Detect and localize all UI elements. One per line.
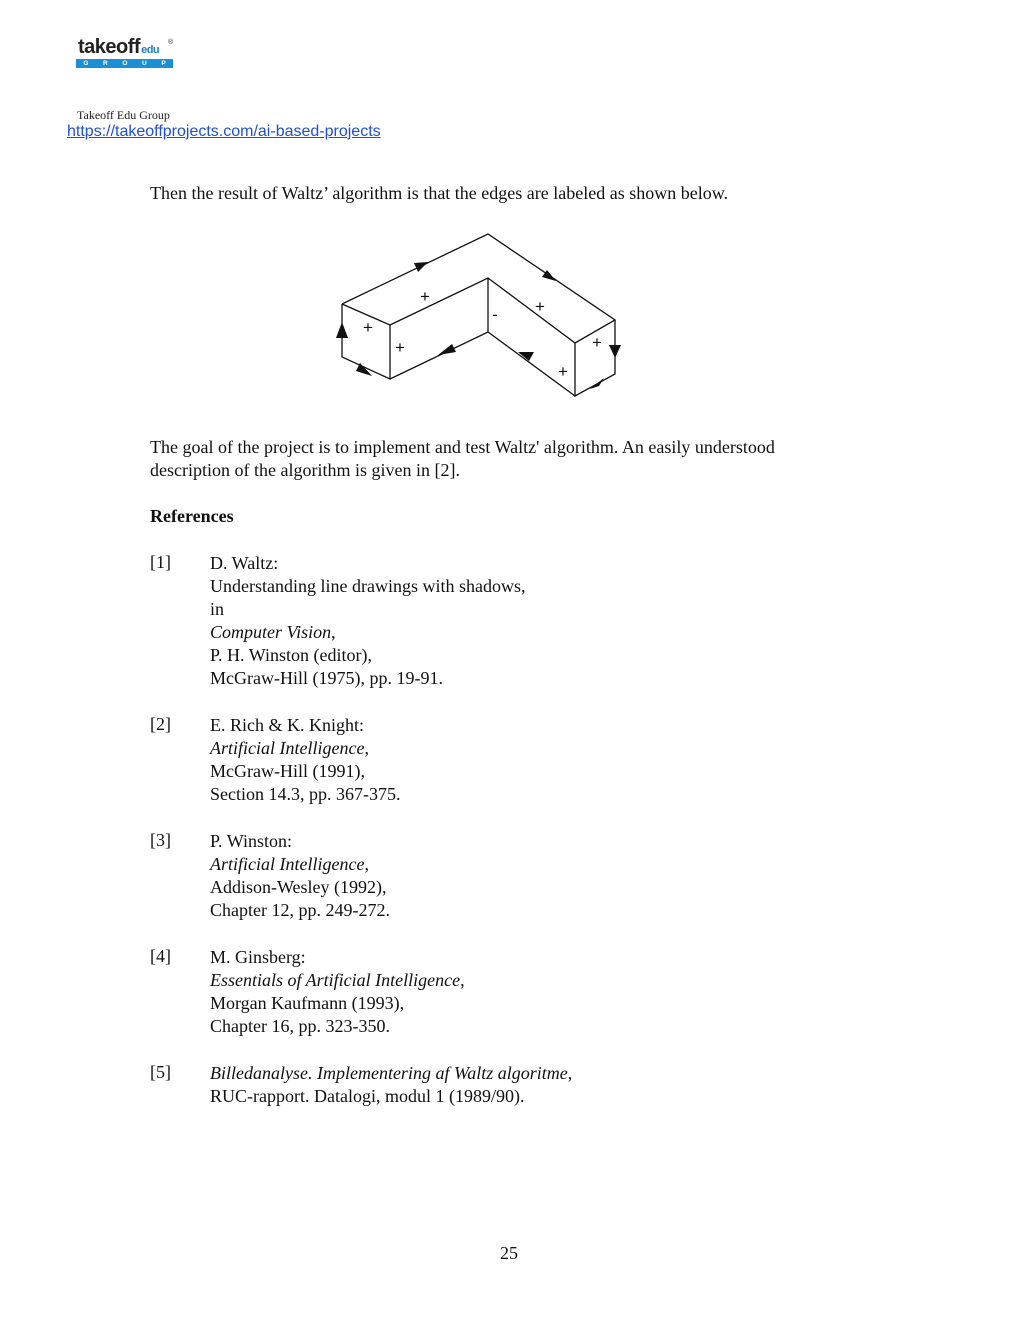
reference-entry	[210, 946, 465, 1038]
reference-entry	[210, 1062, 572, 1108]
reference-label: [4]	[150, 946, 171, 966]
reference-line: E. Rich & K. Knight:	[210, 715, 364, 735]
reference-line: P. Winston:	[210, 831, 292, 851]
reference-line: Billedanalyse. Implementering af Waltz algoritme,	[210, 1063, 573, 1083]
goal-text: The goal of the project is to implement and test Waltz' algorithm. An easily understood description of the algorithm is given in [2].	[150, 437, 775, 480]
reference-line: Addison-Wesley (1992),	[210, 877, 387, 897]
logo-registered-mark: ®	[168, 39, 174, 46]
label-right-edge: +	[592, 333, 602, 352]
reference-line: M. Ginsberg:	[210, 947, 306, 967]
drawing-edges	[342, 234, 615, 396]
reference-line: Computer Vision,	[210, 622, 336, 642]
arrowheads	[336, 262, 621, 389]
reference-line: Artificial Intelligence,	[210, 738, 369, 758]
reference-line: McGraw-Hill (1975), pp. 19-91.	[210, 668, 443, 688]
logo-group-bar: G R O U P	[76, 59, 173, 68]
reference-line: RUC-rapport. Datalogi, modul 1 (1989/90).	[210, 1086, 525, 1106]
reference-line: Artificial Intelligence,	[210, 854, 369, 874]
reference-label: [2]	[150, 714, 171, 734]
reference-line: McGraw-Hill (1991),	[210, 761, 365, 781]
company-logo	[76, 36, 176, 70]
label-top-right: +	[535, 297, 545, 316]
reference-line: Essentials of Artificial Intelligence,	[210, 970, 465, 990]
references-heading: References	[150, 506, 234, 526]
arrow-top-left	[414, 262, 428, 272]
reference-label: [5]	[150, 1062, 171, 1082]
reference-line: Section 14.3, pp. 367-375.	[210, 784, 401, 804]
reference-line: Chapter 12, pp. 249-272.	[210, 900, 390, 920]
reference-entry	[210, 714, 401, 806]
reference-line: Chapter 16, pp. 323-350.	[210, 1016, 390, 1036]
reference-entry	[210, 830, 390, 922]
reference-line: in	[210, 599, 225, 619]
reference-line: Understanding line drawings with shadows,	[210, 576, 526, 596]
reference-line: Morgan Kaufmann (1993),	[210, 993, 405, 1013]
logo-wordmark: takeoffedu	[78, 36, 160, 58]
arrow-right-down	[609, 345, 621, 358]
label-concave: -	[492, 305, 498, 324]
label-top-outer: +	[420, 287, 430, 306]
arrow-inner-bottom	[438, 344, 456, 355]
arrow-bottom-right	[590, 378, 604, 389]
label-front-left: +	[395, 338, 405, 357]
reference-line: P. H. Winston (editor),	[210, 645, 372, 665]
reference-entry	[210, 552, 525, 690]
reference-label: [3]	[150, 830, 171, 850]
label-left-face: +	[363, 318, 373, 337]
reference-line: D. Waltz:	[210, 553, 279, 573]
org-name: Takeoff Edu Group	[77, 108, 170, 122]
intro-text: Then the result of Waltz’ algorithm is that the edges are labeled as shown below.	[150, 183, 729, 203]
page-number: 25	[500, 1243, 518, 1263]
reference-label: [1]	[150, 552, 171, 572]
label-front-right: +	[558, 362, 568, 381]
waltz-labeled-drawing	[330, 225, 630, 405]
projects-link[interactable]: https://takeoffprojects.com/ai-based-projects	[67, 123, 381, 140]
arrow-left-up	[336, 322, 348, 338]
